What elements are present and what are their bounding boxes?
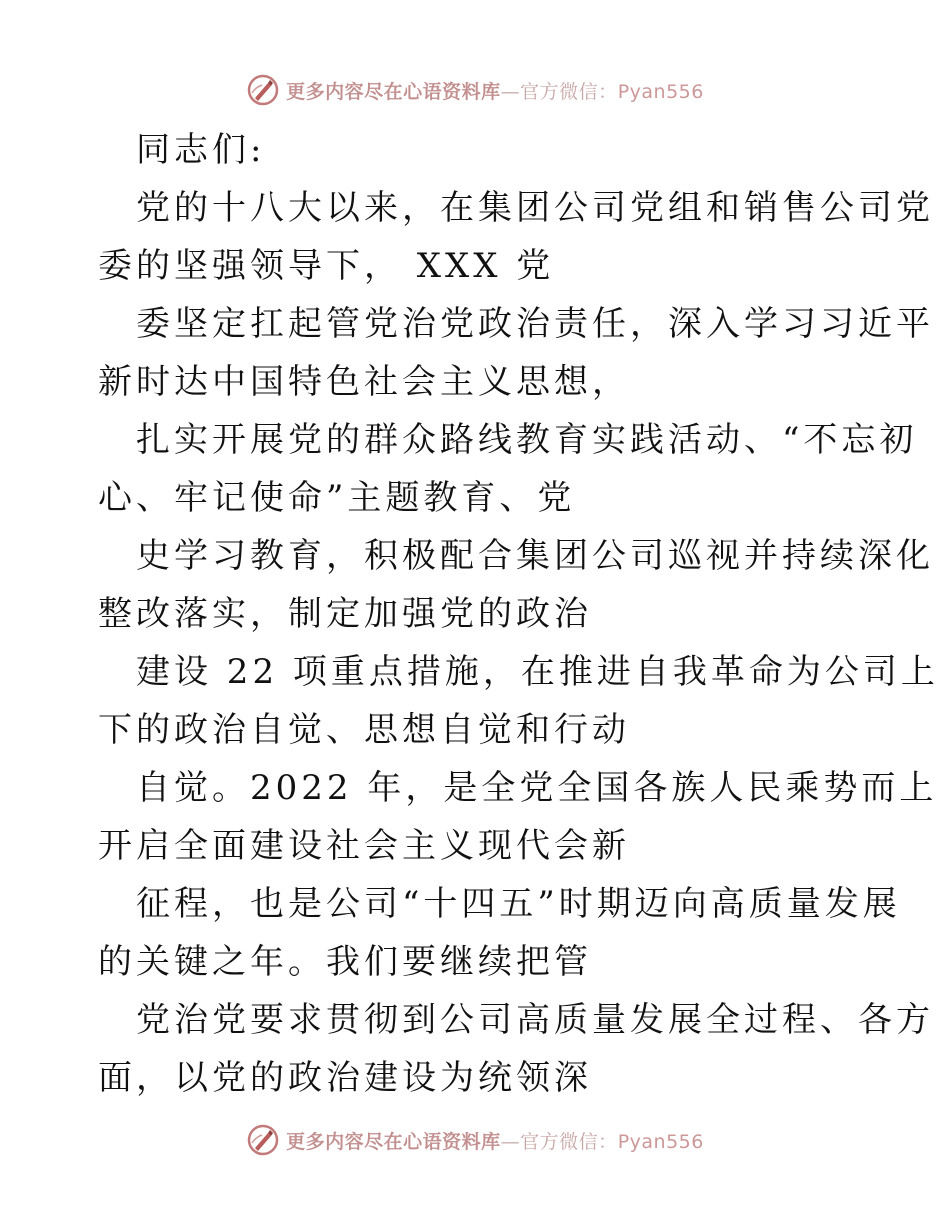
text-line: 面，以党的政治建设为统领深 [98,1058,592,1098]
pen-seal-icon [246,73,280,107]
watermark-sub: 官方微信： [520,1130,618,1153]
footer-watermark [0,1120,950,1160]
watermark-separator: — [500,1130,521,1153]
text-line: 下的政治自觉、思想自觉和行动 [98,710,630,750]
watermark-handle: Pyan556 [617,1130,704,1153]
text-line: 自觉。2022 年，是全党全国各族人民乘势而上 [136,768,938,808]
text-line: 委的坚强领导下， XXX 党 [98,246,555,286]
text-line: 新时达中国特色社会主义思想， [98,362,630,402]
text-line: 委坚定扛起管党治党政治责任，深入学习习近平 [136,304,934,344]
text-line: 整改落实，制定加强党的政治 [98,594,592,634]
watermark-main: 更多内容尽在心语资料库 [286,1130,501,1153]
text-line: 党治党要求贯彻到公司高质量发展全过程、各方 [136,1000,934,1040]
watermark-sub: 官方微信： [520,80,618,103]
text-line: 同志们: [136,130,266,170]
text-line: 史学习教育，积极配合集团公司巡视并持续深化 [136,536,934,576]
text-line: 的关键之年。我们要继续把管 [98,942,592,982]
text-line: 心、牢记使命”主题教育、党 [98,478,576,518]
watermark-text [286,1127,704,1154]
watermark-handle: Pyan556 [617,80,704,103]
text-line: 党的十八大以来，在集团公司党组和销售公司党 [136,188,934,228]
watermark-text [286,77,704,104]
watermark-separator: — [500,80,521,103]
header-watermark [0,70,950,110]
text-line: 扎实开展党的群众路线教育实践活动、“不忘初 [136,420,918,460]
watermark-main: 更多内容尽在心语资料库 [286,80,501,103]
text-line: 开启全面建设社会主义现代会新 [98,826,630,866]
text-line: 建设 22 项重点措施，在推进自我革命为公司上 [136,652,939,692]
pen-seal-icon [246,1123,280,1157]
text-line: 征程，也是公司“十四五”时期迈向高质量发展 [136,884,901,924]
